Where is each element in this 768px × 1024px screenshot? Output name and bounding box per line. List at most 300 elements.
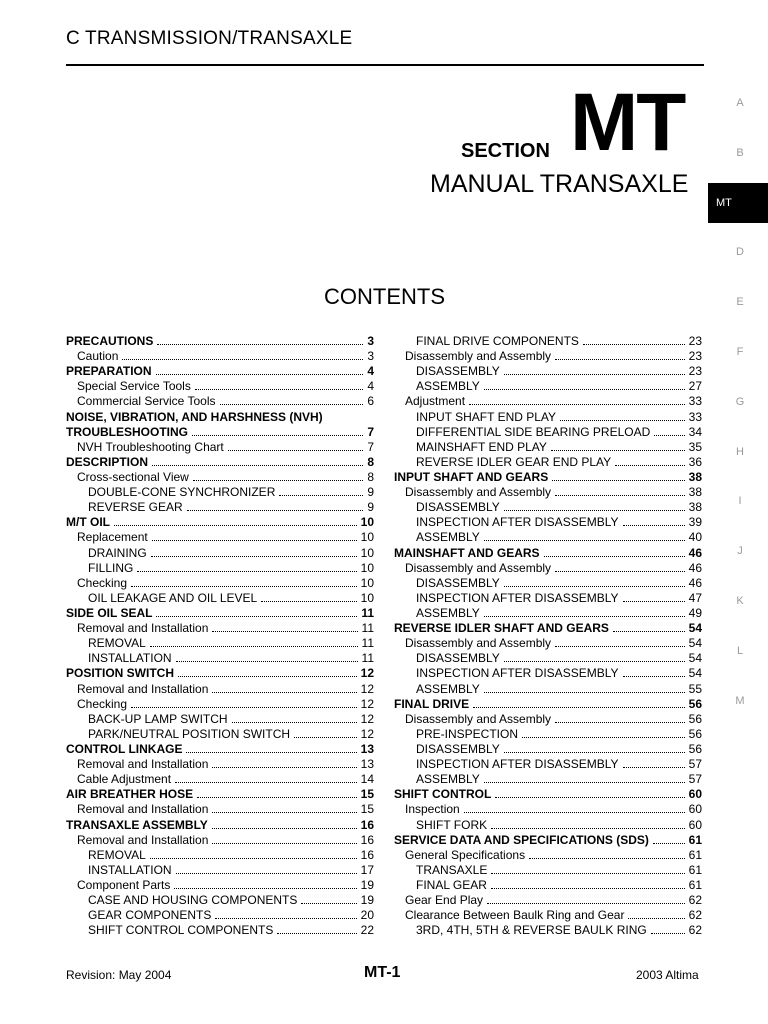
side-tabs — [708, 78, 768, 726]
toc-entry[interactable] — [394, 908, 702, 923]
toc-dot-leader — [212, 828, 357, 829]
toc-dot-leader — [114, 525, 357, 526]
toc-entry[interactable] — [66, 515, 374, 530]
section-code: MT — [570, 77, 685, 168]
toc-entry[interactable] — [394, 757, 702, 772]
toc-entry[interactable] — [66, 561, 374, 576]
toc-entry-page: 17 — [360, 862, 374, 877]
toc-entry[interactable] — [66, 530, 374, 545]
toc-entry-page: 62 — [688, 908, 702, 923]
toc-entry-page: 54 — [688, 651, 702, 666]
toc-entry-page: 16 — [360, 847, 374, 862]
toc-entry-page: 8 — [367, 469, 374, 484]
toc-entry[interactable] — [394, 848, 702, 863]
toc-entry-page: 16 — [360, 817, 374, 832]
toc-entry[interactable] — [394, 682, 702, 697]
toc-entry-label: ASSEMBLY — [416, 379, 480, 394]
toc-entry[interactable] — [66, 742, 374, 757]
toc-dot-leader — [551, 450, 685, 451]
toc-entry[interactable] — [66, 712, 374, 727]
toc-entry-page: 20 — [360, 908, 374, 923]
toc-dot-leader — [137, 571, 356, 572]
toc-dot-leader — [484, 692, 685, 693]
toc-dot-leader — [504, 752, 685, 753]
toc-dot-leader — [131, 707, 357, 708]
toc-entry[interactable] — [394, 802, 702, 817]
toc-entry-page: 54 — [688, 621, 702, 636]
toc-entry[interactable] — [66, 485, 374, 500]
toc-entry-page: 46 — [688, 560, 702, 575]
toc-dot-leader — [628, 918, 684, 919]
toc-entry[interactable] — [66, 455, 374, 470]
toc-entry-page: 13 — [360, 741, 374, 756]
toc-dot-leader — [212, 631, 357, 632]
section-title: MANUAL TRANSAXLE — [430, 170, 689, 198]
toc-dot-leader — [175, 782, 357, 783]
side-tab-m[interactable]: M — [735, 694, 745, 707]
toc-entry-label: NOISE, VIBRATION, AND HARSHNESS (NVH) — [66, 409, 323, 424]
footer-page-number: MT-1 — [364, 964, 401, 981]
toc-entry-page: 16 — [360, 832, 374, 847]
toc-entry-label: SHIFT FORK — [416, 817, 488, 832]
toc-entry-page: 40 — [688, 530, 702, 545]
toc-entry[interactable] — [66, 697, 374, 712]
toc-entry-label: Commercial Service Tools — [77, 394, 216, 409]
toc-dot-leader — [623, 525, 685, 526]
toc-entry-label: DISASSEMBLY — [416, 364, 500, 379]
toc-entry-page: 57 — [688, 772, 702, 787]
toc-dot-leader — [613, 631, 685, 632]
toc-entry-page: 38 — [688, 500, 702, 515]
toc-entry[interactable] — [394, 772, 702, 787]
group-header: C TRANSMISSION/TRANSAXLE — [66, 28, 353, 49]
toc-entry-label: REMOVAL — [88, 636, 146, 651]
toc-entry-page: 23 — [688, 334, 702, 348]
toc-entry-page: 61 — [688, 877, 702, 892]
toc-entry-page: 10 — [360, 575, 374, 590]
toc-dot-leader — [473, 707, 685, 708]
toc-entry-label: TRANSAXLE ASSEMBLY — [66, 817, 208, 832]
toc-entry[interactable] — [394, 878, 702, 893]
side-tab-a[interactable]: A — [736, 96, 744, 109]
toc-entry[interactable] — [394, 485, 702, 500]
toc-entry-label: CASE AND HOUSING COMPONENTS — [88, 893, 298, 908]
toc-entry-page: 35 — [688, 439, 702, 454]
footer-model: 2003 Altima — [636, 968, 699, 982]
toc-dot-leader — [220, 404, 364, 405]
toc-entry-page: 10 — [360, 560, 374, 575]
toc-dot-leader — [555, 359, 685, 360]
footer-revision: Revision: May 2004 — [66, 968, 172, 982]
toc-entry[interactable] — [394, 833, 702, 848]
toc-entry-label: REVERSE IDLER SHAFT AND GEARS — [394, 621, 609, 636]
toc-dot-leader — [174, 888, 356, 889]
toc-entry-page: 49 — [688, 605, 702, 620]
toc-entry[interactable] — [66, 863, 374, 878]
toc-entry-page: 61 — [688, 862, 702, 877]
toc-entry-label: ASSEMBLY — [416, 530, 480, 545]
toc-entry-page: 4 — [367, 364, 374, 379]
toc-entry-page: 10 — [360, 515, 374, 530]
toc-entry[interactable] — [66, 576, 374, 591]
toc-entry-page: 10 — [360, 545, 374, 560]
side-tab-d[interactable]: D — [736, 246, 744, 259]
toc-entry[interactable] — [394, 697, 702, 712]
toc-entry-label: Disassembly and Assembly — [405, 560, 552, 575]
toc-entry[interactable] — [66, 621, 374, 636]
toc-entry-page: 61 — [688, 847, 702, 862]
toc-dot-leader — [504, 661, 685, 662]
toc-entry[interactable] — [66, 772, 374, 787]
toc-entry[interactable] — [394, 410, 702, 425]
toc-entry[interactable] — [394, 621, 702, 636]
toc-entry-page: 11 — [361, 651, 374, 666]
toc-entry-label: Clearance Between Baulk Ring and Gear — [405, 908, 625, 923]
toc-dot-leader — [277, 933, 356, 934]
header-rule — [66, 64, 704, 66]
toc-entry-page: 46 — [688, 545, 702, 560]
side-tab-f[interactable]: F — [736, 346, 744, 359]
toc-dot-leader — [151, 556, 357, 557]
toc-entry-page: 23 — [688, 364, 702, 379]
toc-entry[interactable] — [66, 651, 374, 666]
toc-entry[interactable] — [66, 757, 374, 772]
toc-entry-label: REVERSE IDLER GEAR END PLAY — [416, 454, 612, 469]
toc-entry-label: AIR BREATHER HOSE — [66, 787, 194, 802]
toc-entry-label: Disassembly and Assembly — [405, 349, 552, 364]
toc-entry-page: 60 — [688, 817, 702, 832]
toc-entry[interactable] — [394, 561, 702, 576]
toc-entry-page: 56 — [688, 696, 702, 711]
toc-entry[interactable] — [394, 455, 702, 470]
toc-entry[interactable] — [66, 394, 374, 409]
toc-dot-leader — [187, 510, 364, 511]
toc-entry[interactable] — [66, 848, 374, 863]
toc-dot-leader — [469, 404, 685, 405]
toc-entry-label: INSPECTION AFTER DISASSEMBLY — [416, 666, 619, 681]
toc-dot-leader — [555, 571, 685, 572]
toc-entry-label: REMOVAL — [88, 847, 146, 862]
toc-entry-label: GEAR COMPONENTS — [88, 908, 212, 923]
toc-entry-label: Cross-sectional View — [77, 469, 189, 484]
toc-entry-label: Cable Adjustment — [77, 772, 172, 787]
side-tab-mt[interactable]: MT — [708, 183, 768, 223]
toc-entry[interactable] — [394, 334, 702, 349]
toc-dot-leader — [122, 359, 363, 360]
toc-entry[interactable] — [394, 364, 702, 379]
toc-dot-leader — [192, 435, 363, 436]
toc-entry[interactable] — [66, 727, 374, 742]
toc-entry-page: 56 — [688, 711, 702, 726]
toc-entry-page: 55 — [688, 681, 702, 696]
toc-entry-page: 10 — [360, 590, 374, 605]
toc-dot-leader — [491, 873, 684, 874]
toc-dot-leader — [522, 737, 685, 738]
side-tab-j[interactable]: J — [737, 545, 743, 558]
toc-entry-label: PARK/NEUTRAL POSITION SWITCH — [88, 726, 291, 741]
toc-entry-page: 19 — [360, 893, 374, 908]
toc-dot-leader — [623, 601, 685, 602]
toc-entry[interactable] — [394, 546, 702, 561]
toc-entry-label: SIDE OIL SEAL — [66, 605, 153, 620]
toc-entry-label: SERVICE DATA AND SPECIFICATIONS (SDS) — [394, 832, 649, 847]
toc-entry-label: TRANSAXLE — [416, 862, 488, 877]
toc-entry-page: 3 — [367, 334, 374, 348]
toc-entry-page: 15 — [360, 802, 374, 817]
toc-entry-label: Removal and Installation — [77, 757, 209, 772]
toc-entry[interactable] — [394, 425, 702, 440]
toc-entry-page: 9 — [367, 500, 374, 515]
toc-entry-label: General Specifications — [405, 847, 526, 862]
toc-entry[interactable] — [394, 606, 702, 621]
toc-entry-page: 11 — [361, 605, 374, 620]
toc-dot-leader — [623, 676, 685, 677]
toc-entry[interactable] — [66, 787, 374, 802]
toc-dot-leader — [131, 586, 357, 587]
toc-entry-label: Removal and Installation — [77, 681, 209, 696]
toc-entry-page: 7 — [367, 424, 374, 439]
toc-dot-leader — [212, 767, 356, 768]
toc-entry[interactable] — [66, 802, 374, 817]
toc-entry-label: Removal and Installation — [77, 621, 209, 636]
toc-entry-label: ASSEMBLY — [416, 681, 480, 696]
toc-entry-label: INSTALLATION — [88, 862, 172, 877]
side-tab-b[interactable]: B — [736, 146, 744, 159]
toc-entry-page: 12 — [360, 666, 374, 681]
toc-entry-label: Checking — [77, 575, 128, 590]
toc-entry[interactable] — [394, 576, 702, 591]
toc-dot-leader — [157, 344, 363, 345]
toc-dot-leader — [212, 812, 356, 813]
toc-entry[interactable] — [394, 515, 702, 530]
toc-entry-label: Replacement — [77, 530, 148, 545]
toc-entry[interactable] — [66, 636, 374, 651]
toc-entry-label: PREPARATION — [66, 364, 152, 379]
toc-entry-label: FILLING — [88, 560, 134, 575]
toc-entry-page: 8 — [367, 454, 374, 469]
toc-entry[interactable] — [394, 636, 702, 651]
toc-entry[interactable] — [394, 863, 702, 878]
toc-dot-leader — [228, 450, 364, 451]
toc-entry[interactable] — [66, 349, 374, 364]
toc-right-column — [394, 334, 702, 938]
toc-entry-label: TROUBLESHOOTING — [66, 424, 188, 439]
side-tab-g[interactable]: G — [735, 395, 745, 408]
toc-dot-leader — [279, 495, 363, 496]
toc-entry-page: 47 — [688, 590, 702, 605]
toc-entry-page: 62 — [688, 923, 702, 938]
toc-entry-label: FINAL DRIVE COMPONENTS — [416, 334, 579, 348]
toc-entry[interactable] — [394, 787, 702, 802]
toc-entry-page: 4 — [367, 379, 374, 394]
toc-entry[interactable] — [394, 651, 702, 666]
toc-entry[interactable] — [394, 349, 702, 364]
toc-entry[interactable] — [66, 893, 374, 908]
toc-dot-leader — [615, 465, 684, 466]
side-tab-l[interactable]: L — [736, 644, 744, 657]
toc-entry[interactable] — [66, 470, 374, 485]
side-tab-i[interactable]: I — [738, 495, 742, 508]
toc-entry[interactable] — [66, 591, 374, 606]
side-tab-h[interactable]: H — [736, 445, 744, 458]
toc-entry[interactable] — [394, 591, 702, 606]
side-tab-k[interactable]: K — [736, 595, 744, 608]
toc-dot-leader — [491, 828, 685, 829]
toc-entry-label: DIFFERENTIAL SIDE BEARING PRELOAD — [416, 424, 651, 439]
toc-entry[interactable] — [66, 908, 374, 923]
toc-entry[interactable] — [66, 878, 374, 893]
toc-entry-page: 19 — [360, 877, 374, 892]
toc-entry-label: FINAL DRIVE — [394, 696, 470, 711]
toc-entry[interactable] — [66, 364, 374, 379]
toc-dot-leader — [529, 858, 685, 859]
toc-dot-leader — [555, 722, 685, 723]
toc-entry-label: OIL LEAKAGE AND OIL LEVEL — [88, 590, 258, 605]
toc-entry-label: PRE-INSPECTION — [416, 726, 519, 741]
toc-entry-label: INSPECTION AFTER DISASSEMBLY — [416, 590, 619, 605]
toc-entry-label: DISASSEMBLY — [416, 741, 500, 756]
toc-entry-label: Gear End Play — [405, 893, 484, 908]
toc-entry-label: NVH Troubleshooting Chart — [77, 439, 224, 454]
toc-entry-page: 12 — [360, 681, 374, 696]
toc-entry[interactable] — [66, 379, 374, 394]
toc-dot-leader — [150, 646, 358, 647]
toc-entry-label: Removal and Installation — [77, 832, 209, 847]
toc-entry[interactable] — [66, 833, 374, 848]
toc-entry[interactable] — [66, 425, 374, 440]
toc-entry[interactable] — [394, 923, 702, 938]
toc-entry[interactable] — [394, 818, 702, 833]
toc-entry-page: 56 — [688, 726, 702, 741]
toc-entry[interactable] — [394, 394, 702, 409]
toc-entry-label: Caution — [77, 349, 119, 364]
toc-dot-leader — [197, 797, 357, 798]
toc-entry[interactable] — [394, 893, 702, 908]
toc-dot-leader — [560, 420, 685, 421]
toc-entry-page: 11 — [361, 621, 374, 636]
toc-dot-leader — [152, 465, 363, 466]
side-tab-e[interactable]: E — [736, 296, 744, 309]
toc-dot-leader — [487, 903, 685, 904]
toc-entry[interactable] — [394, 742, 702, 757]
toc-dot-leader — [552, 480, 684, 481]
toc-entry[interactable] — [394, 712, 702, 727]
toc-dot-leader — [464, 812, 685, 813]
toc-entry[interactable] — [66, 410, 374, 425]
toc-dot-leader — [193, 480, 363, 481]
toc-dot-leader — [484, 782, 685, 783]
toc-dot-leader — [495, 797, 684, 798]
toc-entry-label: Removal and Installation — [77, 802, 209, 817]
toc-entry-label: INPUT SHAFT AND GEARS — [394, 469, 549, 484]
toc-entry-page: 23 — [688, 349, 702, 364]
toc-entry-label: DISASSEMBLY — [416, 575, 500, 590]
toc-dot-leader — [504, 374, 685, 375]
toc-entry-label: SHIFT CONTROL — [394, 787, 492, 802]
toc-entry-page: 27 — [688, 379, 702, 394]
toc-dot-leader — [654, 435, 684, 436]
toc-entry-label: INPUT SHAFT END PLAY — [416, 409, 557, 424]
toc-dot-leader — [583, 344, 685, 345]
toc-entry-label: FINAL GEAR — [416, 877, 487, 892]
toc-entry-label: Disassembly and Assembly — [405, 485, 552, 500]
toc-entry-label: DESCRIPTION — [66, 454, 149, 469]
toc-dot-leader — [212, 692, 356, 693]
toc-dot-leader — [150, 858, 357, 859]
toc-entry[interactable] — [66, 546, 374, 561]
toc-entry-label: Checking — [77, 696, 128, 711]
toc-entry-label: Component Parts — [77, 877, 171, 892]
toc-dot-leader — [484, 389, 685, 390]
toc-dot-leader — [484, 616, 685, 617]
toc-entry-page: 38 — [688, 485, 702, 500]
toc-entry-label: M/T OIL — [66, 515, 110, 530]
toc-entry-page: 12 — [360, 711, 374, 726]
toc-entry-page: 10 — [360, 530, 374, 545]
toc-dot-leader — [178, 676, 357, 677]
toc-entry[interactable] — [66, 923, 374, 938]
toc-entry[interactable] — [66, 682, 374, 697]
toc-entry[interactable] — [394, 440, 702, 455]
toc-entry-page: 57 — [688, 757, 702, 772]
toc-dot-leader — [156, 616, 357, 617]
toc-entry-page: 56 — [688, 741, 702, 756]
toc-entry-label: DISASSEMBLY — [416, 651, 500, 666]
toc-entry-page: 33 — [688, 409, 702, 424]
toc-entry[interactable] — [394, 530, 702, 545]
toc-dot-leader — [555, 495, 685, 496]
toc-entry[interactable] — [66, 334, 374, 349]
toc-dot-leader — [212, 843, 356, 844]
toc-entry[interactable] — [66, 606, 374, 621]
toc-entry-page: 9 — [367, 485, 374, 500]
toc-entry-label: 3RD, 4TH, 5TH & REVERSE BAULK RING — [416, 923, 647, 938]
toc-dot-leader — [544, 556, 685, 557]
toc-left-column — [66, 334, 374, 938]
toc-entry[interactable] — [394, 470, 702, 485]
toc-entry-page: 38 — [688, 469, 702, 484]
toc-entry[interactable] — [66, 666, 374, 681]
toc-dot-leader — [301, 903, 356, 904]
toc-entry-label: MAINSHAFT END PLAY — [416, 439, 547, 454]
toc-entry[interactable] — [66, 440, 374, 455]
toc-entry-label: DOUBLE-CONE SYNCHRONIZER — [88, 485, 276, 500]
toc-entry-label: Inspection — [405, 802, 460, 817]
toc-entry-page: 39 — [688, 515, 702, 530]
toc-entry-label: Adjustment — [405, 394, 466, 409]
toc-entry-page: 11 — [361, 636, 374, 651]
toc-entry-page: 7 — [367, 439, 374, 454]
toc-dot-leader — [186, 752, 356, 753]
toc-entry[interactable] — [394, 727, 702, 742]
toc-entry-label: INSPECTION AFTER DISASSEMBLY — [416, 515, 619, 530]
toc-entry[interactable] — [394, 500, 702, 515]
toc-entry-label: DISASSEMBLY — [416, 500, 500, 515]
toc-entry-page: 60 — [688, 787, 702, 802]
toc-entry-label: PRECAUTIONS — [66, 334, 154, 348]
toc-entry[interactable] — [66, 818, 374, 833]
toc-entry[interactable] — [66, 500, 374, 515]
toc-entry-label: BACK-UP LAMP SWITCH — [88, 711, 228, 726]
toc-dot-leader — [491, 888, 685, 889]
toc-dot-leader — [156, 374, 364, 375]
toc-entry[interactable] — [394, 666, 702, 681]
toc-dot-leader — [484, 540, 685, 541]
toc-entry-page: 6 — [367, 394, 374, 409]
toc-dot-leader — [152, 540, 357, 541]
toc-entry[interactable] — [394, 379, 702, 394]
toc-dot-leader — [504, 586, 685, 587]
